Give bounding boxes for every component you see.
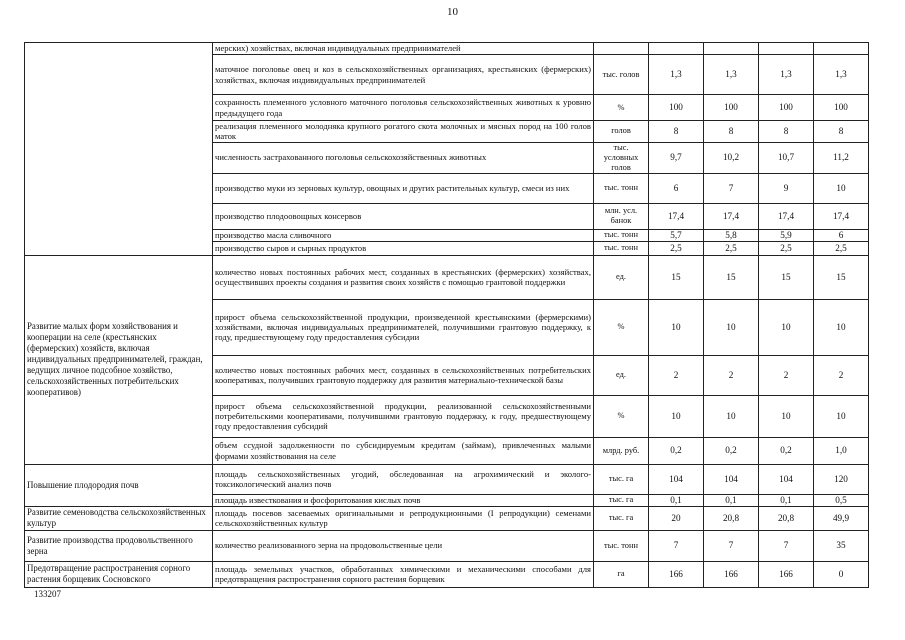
indicator-cell: объем ссудной задолженности по субсидируемым кредитам (займам), привлеченных малыми формами хозяйствования на селе	[213, 437, 594, 464]
value-cell: 104	[759, 464, 814, 494]
value-cell: 10	[759, 395, 814, 437]
value-cell: 8	[649, 121, 704, 143]
value-cell: 10	[649, 395, 704, 437]
unit-cell: тыс. условных голов	[594, 142, 649, 173]
value-cell: 8	[814, 121, 869, 143]
direction-cell: Повышение плодородия почв	[25, 464, 213, 506]
value-cell	[814, 43, 869, 55]
unit-cell: %	[594, 395, 649, 437]
unit-cell: тыс. тонн	[594, 241, 649, 255]
value-cell: 7	[704, 173, 759, 203]
value-cell: 2,5	[814, 241, 869, 255]
indicator-cell: мерских) хозяйствах, включая индивидуальных предпринимателей	[213, 43, 594, 55]
value-cell: 9,7	[649, 142, 704, 173]
value-cell: 104	[649, 464, 704, 494]
unit-cell: тыс. га	[594, 464, 649, 494]
value-cell: 17,4	[704, 203, 759, 229]
value-cell: 0,1	[649, 494, 704, 506]
direction-cell: Развитие производства продовольственного зерна	[25, 530, 213, 561]
unit-cell: голов	[594, 121, 649, 143]
unit-cell: тыс. голов	[594, 55, 649, 95]
value-cell: 7	[649, 530, 704, 561]
value-cell: 2,5	[704, 241, 759, 255]
value-cell: 1,0	[814, 437, 869, 464]
indicators-table-body	[25, 43, 869, 588]
indicator-cell: реализация племенного молодняка крупного рогатого скота молочных и мясных пород на 100 голов маток	[213, 121, 594, 143]
value-cell: 0,2	[649, 437, 704, 464]
value-cell: 6	[814, 229, 869, 241]
value-cell	[759, 43, 814, 55]
value-cell: 15	[649, 255, 704, 299]
table-row	[25, 530, 869, 561]
unit-cell: тыс. га	[594, 506, 649, 530]
value-cell	[649, 43, 704, 55]
value-cell: 17,4	[759, 203, 814, 229]
direction-cell	[25, 43, 213, 256]
value-cell: 100	[649, 95, 704, 121]
value-cell: 5,9	[759, 229, 814, 241]
direction-cell: Развитие семеноводства сельскохозяйственных культур	[25, 506, 213, 530]
unit-cell: ед.	[594, 255, 649, 299]
table-row	[25, 43, 869, 55]
value-cell: 10	[814, 395, 869, 437]
value-cell: 166	[759, 561, 814, 587]
value-cell: 1,3	[704, 55, 759, 95]
value-cell: 15	[704, 255, 759, 299]
indicator-cell: площадь посевов засеваемых оригинальными и репродукционными (I репродукции) семенами сельскохозяйственных культур	[213, 506, 594, 530]
indicator-cell: производство плодоовощных консервов	[213, 203, 594, 229]
table-row	[25, 464, 869, 494]
value-cell: 20	[649, 506, 704, 530]
indicator-cell: площадь земельных участков, обработанных химическими и механическими способами для предотвращения распространения сорного растения борщевик	[213, 561, 594, 587]
value-cell: 35	[814, 530, 869, 561]
value-cell: 8	[759, 121, 814, 143]
indicator-cell: производство масла сливочного	[213, 229, 594, 241]
indicator-cell: маточное поголовье овец и коз в сельскохозяйственных организациях, крестьянских (фермерских) хозяйствах, включая индивидуальных предпринимателей	[213, 55, 594, 95]
value-cell: 10	[814, 173, 869, 203]
value-cell: 100	[814, 95, 869, 121]
unit-cell: тыс. тонн	[594, 530, 649, 561]
value-cell: 166	[704, 561, 759, 587]
table-row	[25, 561, 869, 587]
indicator-cell: сохранность племенного условного маточного поголовья сельскохозяйственных животных к уровню предыдущего года	[213, 95, 594, 121]
unit-cell: тыс. тонн	[594, 229, 649, 241]
unit-cell: тыс. га	[594, 494, 649, 506]
indicators-table	[24, 42, 869, 588]
table-row	[25, 506, 869, 530]
unit-cell: ед.	[594, 355, 649, 395]
value-cell: 7	[759, 530, 814, 561]
value-cell: 0,1	[759, 494, 814, 506]
unit-cell: %	[594, 95, 649, 121]
value-cell: 17,4	[814, 203, 869, 229]
value-cell: 1,3	[759, 55, 814, 95]
footer-code: 133207	[34, 589, 61, 599]
value-cell: 0,1	[704, 494, 759, 506]
indicator-cell: прирост объема сельскохозяйственной продукции, произведенной крестьянскими (фермерскими) хозяйствами, включая индивидуальных предпринимателей, получившими грантовую поддержку, к году, предшествующему году предоставления субсидии	[213, 299, 594, 355]
direction-cell: Предотвращение распространения сорного растения борщевик Сосновского	[25, 561, 213, 587]
value-cell: 100	[759, 95, 814, 121]
value-cell: 10	[649, 299, 704, 355]
value-cell: 10	[704, 395, 759, 437]
indicator-cell: производство муки из зерновых культур, овощных и других растительных культур, смеси из них	[213, 173, 594, 203]
direction-cell: Развитие малых форм хозяйствования и кооперации на селе (крестьянских (фермерских) хозяйств, включая индивидуальных предпринимателей, граждан, ведущих личное подсобное хозяйство, сельскохозяйственных потребительских кооперативов)	[25, 255, 213, 464]
indicator-cell: количество новых постоянных рабочих мест, созданных в сельскохозяйственных потребительских кооперативах, получивших грантовую поддержку для развития материально-технической базы	[213, 355, 594, 395]
value-cell: 2,5	[649, 241, 704, 255]
value-cell: 10,2	[704, 142, 759, 173]
value-cell: 10,7	[759, 142, 814, 173]
value-cell: 10	[814, 299, 869, 355]
table-row	[25, 255, 869, 299]
unit-cell: тыс. тонн	[594, 173, 649, 203]
value-cell: 20,8	[704, 506, 759, 530]
value-cell: 2	[649, 355, 704, 395]
value-cell	[704, 43, 759, 55]
value-cell: 11,2	[814, 142, 869, 173]
value-cell: 2	[759, 355, 814, 395]
value-cell: 15	[759, 255, 814, 299]
value-cell: 1,3	[649, 55, 704, 95]
unit-cell: %	[594, 299, 649, 355]
value-cell: 0	[814, 561, 869, 587]
value-cell: 10	[704, 299, 759, 355]
value-cell: 0,2	[704, 437, 759, 464]
value-cell: 100	[704, 95, 759, 121]
value-cell: 2	[814, 355, 869, 395]
value-cell: 120	[814, 464, 869, 494]
value-cell: 2	[704, 355, 759, 395]
value-cell: 8	[704, 121, 759, 143]
indicator-cell: производство сыров и сырных продуктов	[213, 241, 594, 255]
indicator-cell: площадь известкования и фосфоритования кислых почв	[213, 494, 594, 506]
indicator-cell: прирост объема сельскохозяйственной продукции, реализованной сельскохозяйственными потребительскими кооперативами, получившими грантовую поддержку, к году, предшествующему году предоставления субсидий	[213, 395, 594, 437]
value-cell: 0,5	[814, 494, 869, 506]
indicator-cell: количество реализованного зерна на продовольственные цели	[213, 530, 594, 561]
value-cell: 2,5	[759, 241, 814, 255]
value-cell: 9	[759, 173, 814, 203]
unit-cell	[594, 43, 649, 55]
unit-cell: млрд. руб.	[594, 437, 649, 464]
indicator-cell: площадь сельскохозяйственных угодий, обследованная на агрохимический и эколого-токсикологический анализ почв	[213, 464, 594, 494]
value-cell: 15	[814, 255, 869, 299]
value-cell: 5,7	[649, 229, 704, 241]
value-cell: 104	[704, 464, 759, 494]
indicator-cell: численность застрахованного поголовья сельскохозяйственных животных	[213, 142, 594, 173]
page-number: 10	[447, 6, 458, 18]
unit-cell: млн. усл. банок	[594, 203, 649, 229]
value-cell: 20,8	[759, 506, 814, 530]
value-cell: 1,3	[814, 55, 869, 95]
value-cell: 0,2	[759, 437, 814, 464]
value-cell: 17,4	[649, 203, 704, 229]
unit-cell: га	[594, 561, 649, 587]
value-cell: 5,8	[704, 229, 759, 241]
value-cell: 10	[759, 299, 814, 355]
value-cell: 166	[649, 561, 704, 587]
value-cell: 6	[649, 173, 704, 203]
value-cell: 49,9	[814, 506, 869, 530]
indicator-cell: количество новых постоянных рабочих мест, созданных в крестьянских (фермерских) хозяйствах, осуществивших проекты создания и развития своих хозяйств с помощью грантовой поддержки	[213, 255, 594, 299]
value-cell: 7	[704, 530, 759, 561]
